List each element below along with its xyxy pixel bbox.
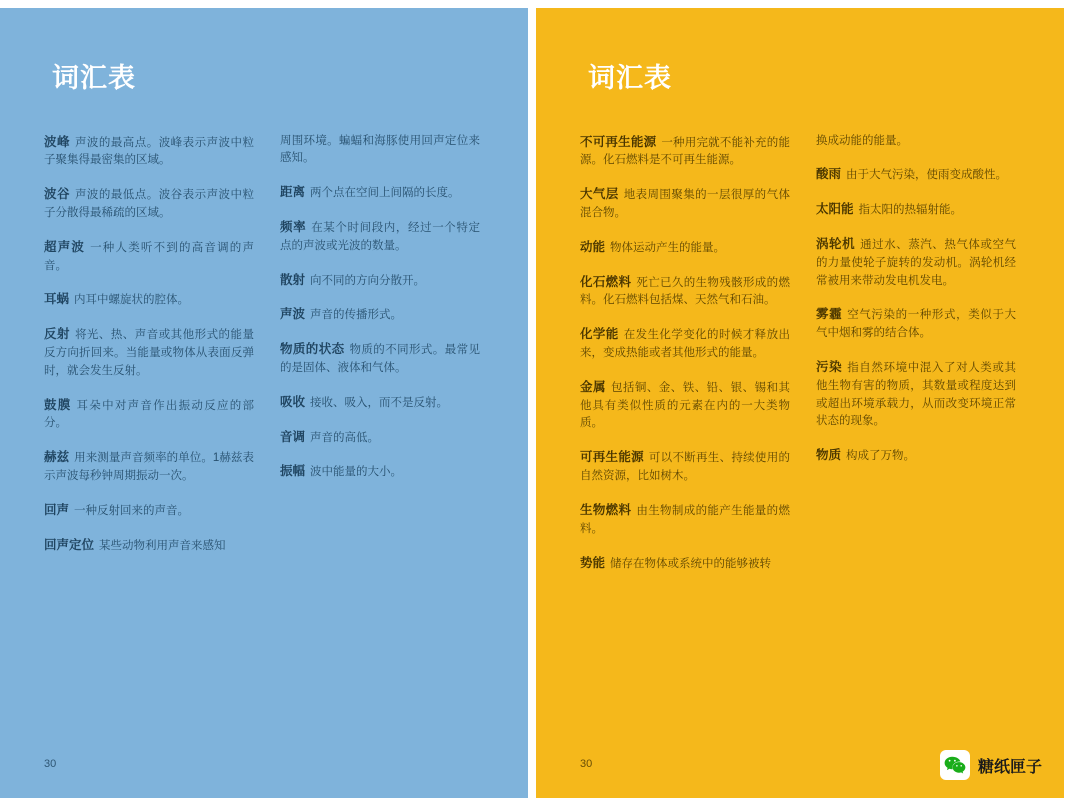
glossary-term: 频率 — [280, 219, 307, 234]
glossary-term: 超声波 — [44, 239, 86, 254]
glossary-definition: 声波的最高点。波峰表示声波中粒子聚集得最密集的区域。 — [44, 136, 254, 167]
glossary-definition: 空气污染的一种形式，类似于大气中烟和雾的结合体。 — [816, 309, 1016, 340]
glossary-term: 反射 — [44, 327, 70, 342]
glossary-term: 化石燃料 — [580, 274, 632, 289]
glossary-definition: 包括铜、金、铁、铅、银、锡和其他具有类似性质的元素在内的一大类物质。 — [580, 381, 790, 430]
glossary-definition: 某些动物利用声音来感知 — [99, 539, 226, 552]
glossary-term: 物质的状态 — [280, 342, 345, 357]
glossary-entry — [580, 501, 790, 539]
glossary-entry — [816, 446, 1016, 466]
glossary-definition: 一种反射回来的声音。 — [74, 504, 190, 517]
glossary-definition: 指太阳的热辐射能。 — [858, 204, 963, 217]
glossary-entry-continuation — [280, 133, 480, 169]
glossary-term: 鼓膜 — [44, 397, 72, 412]
glossary-definition: 由于大气污染，使雨变成酸性。 — [846, 169, 1008, 182]
glossary-term: 振幅 — [280, 464, 306, 479]
glossary-entry — [580, 554, 790, 574]
glossary-definition: 两个点在空间上间隔的长度。 — [310, 187, 460, 200]
glossary-definition: 声波的最低点。波谷表示声波中粒子分散得最稀疏的区域。 — [44, 189, 254, 219]
glossary-definition: 由生物制成的能产生能量的燃料。 — [580, 504, 790, 535]
glossary-entry — [580, 325, 790, 363]
right-page — [536, 8, 1064, 798]
glossary-term: 声波 — [280, 307, 306, 322]
glossary-definition: 声音的传播形式。 — [310, 309, 403, 322]
glossary-entry — [44, 133, 254, 171]
page-number-left: 30 — [44, 758, 57, 770]
glossary-definition: 向不同的方向分散开。 — [310, 274, 426, 287]
glossary-term: 距离 — [280, 185, 306, 200]
right-page-columns — [580, 121, 1024, 588]
glossary-definition: 声音的高低。 — [310, 431, 380, 444]
glossary-entry — [280, 393, 480, 413]
glossary-definition: 换成动能的能量。 — [816, 134, 908, 147]
glossary-term: 动能 — [580, 239, 606, 254]
glossary-term: 赫兹 — [44, 450, 70, 465]
glossary-entry — [580, 378, 790, 433]
glossary-definition: 物质的不同形式。最常见的是固体、液体和气体。 — [280, 344, 480, 374]
glossary-entry — [580, 238, 790, 258]
glossary-entry — [280, 218, 480, 256]
glossary-entry — [44, 536, 254, 556]
glossary-term: 雾霾 — [816, 307, 843, 322]
glossary-entry — [816, 358, 1016, 431]
glossary-term: 耳蜗 — [44, 292, 70, 307]
glossary-definition: 死亡已久的生物残骸形成的燃料。化石燃料包括煤、天然气和石油。 — [580, 276, 790, 307]
glossary-definition: 内耳中螺旋状的腔体。 — [74, 294, 190, 307]
glossary-entry — [580, 185, 790, 223]
left-page — [0, 8, 528, 798]
glossary-entry — [44, 238, 254, 276]
glossary-definition: 将光、热、声音或其他形式的能量反方向折回来。当能量或物体从表面反弹时，就会发生反射。 — [44, 329, 254, 377]
glossary-entry — [44, 448, 254, 486]
glossary-definition: 一种人类听不到的高音调的声音。 — [44, 241, 254, 272]
glossary-entry — [816, 235, 1016, 290]
glossary-term: 散射 — [280, 272, 306, 287]
glossary-entry — [580, 133, 790, 171]
glossary-definition: 可以不断再生、持续使用的自然资源，比如树木。 — [580, 452, 790, 483]
page-number-right: 30 — [580, 758, 593, 770]
glossary-term: 波峰 — [44, 134, 70, 149]
left-column-2 — [280, 121, 480, 571]
glossary-definition: 储存在物体或系统中的能够被转 — [610, 557, 772, 570]
wechat-account-badge[interactable] — [940, 750, 1042, 780]
glossary-term: 太阳能 — [816, 202, 854, 217]
glossary-term: 回声定位 — [44, 537, 95, 552]
glossary-entry — [816, 305, 1016, 343]
right-column-1 — [580, 121, 790, 588]
glossary-term: 不可再生能源 — [580, 134, 657, 149]
page-title-left: 词汇表 — [52, 63, 136, 93]
glossary-definition: 用来测量声音频率的单位。1赫兹表示声波每秒钟周期振动一次。 — [44, 452, 254, 483]
glossary-entry — [44, 396, 254, 434]
glossary-entry — [580, 273, 790, 311]
glossary-definition: 波中能量的大小。 — [310, 466, 403, 479]
left-page-columns — [44, 121, 488, 571]
glossary-definition: 周围环境。蝙蝠和海豚使用回声定位来感知。 — [280, 134, 480, 165]
glossary-term: 生物燃料 — [580, 502, 632, 517]
glossary-definition: 耳朵中对声音作出振动反应的部分。 — [44, 399, 254, 430]
glossary-definition: 在发生化学变化的时候才释放出来，变成热能或者其他形式的能量。 — [580, 329, 790, 359]
glossary-entry — [44, 325, 254, 380]
glossary-entry — [280, 271, 480, 291]
glossary-term: 大气层 — [580, 187, 619, 202]
glossary-entry — [44, 501, 254, 521]
glossary-definition: 物体运动产生的能量。 — [610, 241, 726, 254]
glossary-definition: 接收、吸入，而不是反射。 — [310, 396, 449, 409]
glossary-entry — [280, 428, 480, 448]
glossary-definition: 构成了万物。 — [846, 450, 916, 463]
glossary-entry — [280, 183, 480, 203]
glossary-definition: 通过水、蒸汽、热气体或空气的力量使轮子旋转的发动机。涡轮机经常被用来带动发电机发电。 — [816, 238, 1016, 287]
glossary-term: 化学能 — [580, 327, 619, 342]
glossary-entry — [580, 448, 790, 486]
wechat-icon — [940, 750, 970, 780]
page-title-right: 词汇表 — [588, 63, 672, 93]
glossary-definition: 地表周围聚集的一层很厚的气体混合物。 — [580, 189, 790, 219]
glossary-entry — [816, 165, 1016, 185]
glossary-term: 波谷 — [44, 187, 70, 202]
glossary-definition: 在某个时间段内，经过一个特定点的声波或光波的数量。 — [280, 221, 480, 252]
glossary-entry — [816, 200, 1016, 220]
glossary-definition: 指自然环境中混入了对人类或其他生物有害的物质，其数量或程度达到或超出环境承载力，从而改变环境正常状态的现象。 — [816, 362, 1016, 428]
glossary-term: 可再生能源 — [580, 450, 644, 465]
glossary-entry — [280, 305, 480, 325]
glossary-definition: 一种用完就不能补充的能源。化石燃料是不可再生能源。 — [580, 136, 790, 167]
glossary-entry — [44, 185, 254, 223]
glossary-term: 酸雨 — [816, 167, 842, 182]
glossary-term: 涡轮机 — [816, 236, 856, 251]
glossary-term: 物质 — [816, 448, 842, 463]
glossary-term: 回声 — [44, 502, 70, 517]
glossary-term: 吸收 — [280, 394, 306, 409]
glossary-entry-continuation — [816, 133, 1016, 151]
glossary-entry — [280, 462, 480, 482]
left-column-1 — [44, 121, 254, 571]
glossary-entry — [44, 290, 254, 310]
glossary-term: 音调 — [280, 429, 306, 444]
glossary-term: 污染 — [816, 360, 843, 374]
glossary-term: 金属 — [580, 379, 606, 394]
right-column-2 — [816, 121, 1016, 588]
glossary-entry — [280, 340, 480, 378]
glossary-term: 势能 — [580, 555, 606, 570]
wechat-account-name: 糖纸匣子 — [977, 758, 1042, 776]
